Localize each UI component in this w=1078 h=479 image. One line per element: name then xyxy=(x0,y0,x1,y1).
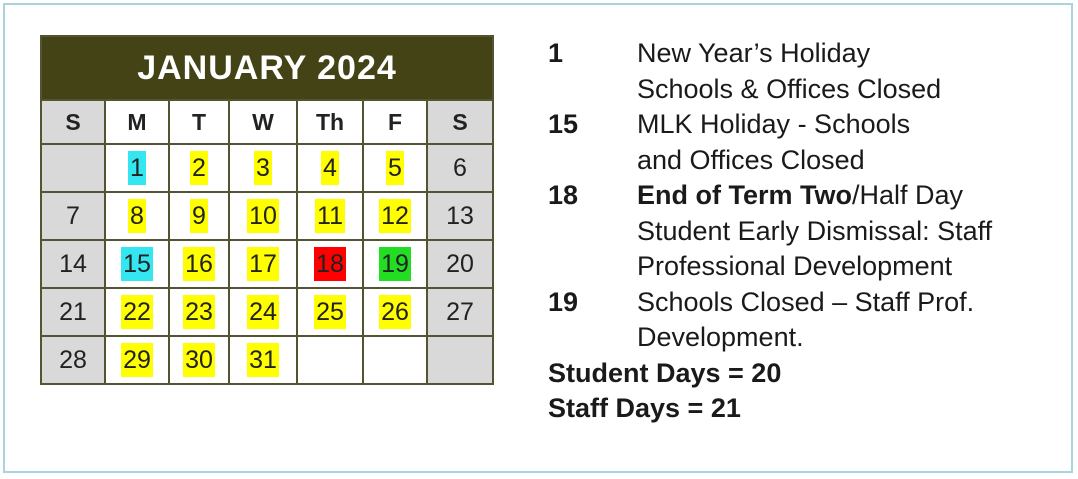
calendar-day-cell xyxy=(230,191,298,239)
weekday-header: F xyxy=(364,99,428,143)
day-number: 13 xyxy=(446,202,474,230)
calendar-day-cell xyxy=(230,143,298,191)
event-description xyxy=(637,107,1068,178)
day-number xyxy=(458,358,462,362)
calendar-day-cell xyxy=(170,287,230,335)
event-entry xyxy=(548,107,1068,178)
calendar-day-cell xyxy=(42,143,106,191)
calendar-day-cell xyxy=(298,335,364,383)
calendar-day-cell xyxy=(230,287,298,335)
day-number: 7 xyxy=(66,202,80,230)
day-number xyxy=(328,358,332,362)
weekday-header: S xyxy=(428,99,492,143)
weekday-header: M xyxy=(106,99,170,143)
day-number: 6 xyxy=(453,154,467,182)
event-description xyxy=(637,178,1068,285)
event-description xyxy=(637,285,1068,356)
calendar-grid xyxy=(42,99,492,383)
event-line: and Offices Closed xyxy=(637,144,865,175)
day-number: 30 xyxy=(183,343,215,377)
day-number: 25 xyxy=(314,295,346,329)
calendar-day-cell xyxy=(170,143,230,191)
event-line-part: /Half Day xyxy=(852,180,964,210)
calendar-day-cell xyxy=(428,143,492,191)
day-number: 2 xyxy=(190,151,208,185)
day-number: 21 xyxy=(59,298,87,326)
day-number: 4 xyxy=(321,151,339,185)
day-number: 12 xyxy=(379,199,411,233)
calendar-day-cell xyxy=(364,143,428,191)
day-number: 14 xyxy=(59,250,87,278)
weekday-header: T xyxy=(170,99,230,143)
event-date: 15 xyxy=(548,109,579,139)
weekday-header: Th xyxy=(298,99,364,143)
calendar xyxy=(40,35,494,385)
calendar-title: JANUARY 2024 xyxy=(42,37,492,99)
day-number: 8 xyxy=(128,199,146,233)
event-line: New Year’s Holiday xyxy=(637,38,871,68)
day-number: 19 xyxy=(379,247,411,281)
weekday-header: S xyxy=(42,99,106,143)
calendar-day-cell xyxy=(364,287,428,335)
day-number: 3 xyxy=(254,151,272,185)
day-number: 26 xyxy=(379,295,411,329)
weekday-header: W xyxy=(230,99,298,143)
event-date: 18 xyxy=(548,180,579,210)
calendar-day-cell xyxy=(428,191,492,239)
calendar-day-cell xyxy=(42,239,106,287)
event-date: 19 xyxy=(548,286,579,317)
day-number: 15 xyxy=(121,247,153,281)
calendar-day-cell xyxy=(298,287,364,335)
calendar-day-cell xyxy=(364,239,428,287)
calendar-day-cell xyxy=(364,335,428,383)
calendar-day-cell xyxy=(230,239,298,287)
calendar-day-cell xyxy=(298,143,364,191)
day-number: 27 xyxy=(446,298,474,326)
day-number: 22 xyxy=(121,295,153,329)
day-number: 11 xyxy=(315,199,345,233)
event-legend xyxy=(548,36,1068,427)
day-number: 16 xyxy=(183,247,215,281)
calendar-day-cell xyxy=(428,239,492,287)
event-list xyxy=(548,36,1068,356)
calendar-day-cell xyxy=(42,191,106,239)
event-line: Schools & Offices Closed xyxy=(637,73,942,104)
day-number: 10 xyxy=(247,199,279,233)
calendar-day-cell xyxy=(364,191,428,239)
calendar-day-cell xyxy=(298,191,364,239)
day-number: 20 xyxy=(446,250,474,278)
calendar-day-cell xyxy=(106,335,170,383)
day-number: 18 xyxy=(314,247,346,281)
day-number: 29 xyxy=(121,343,153,377)
day-number: 28 xyxy=(59,346,87,374)
event-line: MLK Holiday - Schools xyxy=(637,109,911,139)
calendar-day-cell xyxy=(170,191,230,239)
calendar-day-cell xyxy=(106,239,170,287)
staff-days: Staff Days = 21 xyxy=(548,393,741,423)
calendar-day-cell xyxy=(298,239,364,287)
calendar-day-cell xyxy=(42,287,106,335)
event-date: 1 xyxy=(548,38,564,68)
calendar-day-cell xyxy=(170,239,230,287)
day-number: 1 xyxy=(128,151,146,185)
day-number: 5 xyxy=(386,151,404,185)
calendar-day-cell xyxy=(230,335,298,383)
event-description xyxy=(637,36,1068,107)
calendar-day-cell xyxy=(428,287,492,335)
event-line: Student Early Dismissal: Staff xyxy=(637,215,993,246)
calendar-day-cell xyxy=(106,287,170,335)
event-line xyxy=(637,178,1068,214)
day-number: 24 xyxy=(247,295,279,329)
calendar-day-cell xyxy=(106,143,170,191)
event-line: Professional Development xyxy=(637,251,953,281)
event-entry xyxy=(548,36,1068,107)
day-number xyxy=(71,166,75,170)
event-entry xyxy=(548,285,1068,356)
event-line: Schools Closed – Staff Prof. xyxy=(637,286,975,317)
day-number: 17 xyxy=(247,247,279,281)
day-number: 23 xyxy=(183,295,215,329)
calendar-day-cell xyxy=(42,335,106,383)
calendar-day-cell xyxy=(170,335,230,383)
calendar-day-cell xyxy=(428,335,492,383)
day-number: 31 xyxy=(247,343,279,377)
day-number: 9 xyxy=(190,199,208,233)
event-line: Development. xyxy=(637,322,804,352)
day-number xyxy=(393,358,397,362)
calendar-day-cell xyxy=(106,191,170,239)
event-line-part: End of Term Two xyxy=(637,180,852,210)
student-days: Student Days = 20 xyxy=(548,357,782,388)
event-entry xyxy=(548,178,1068,285)
